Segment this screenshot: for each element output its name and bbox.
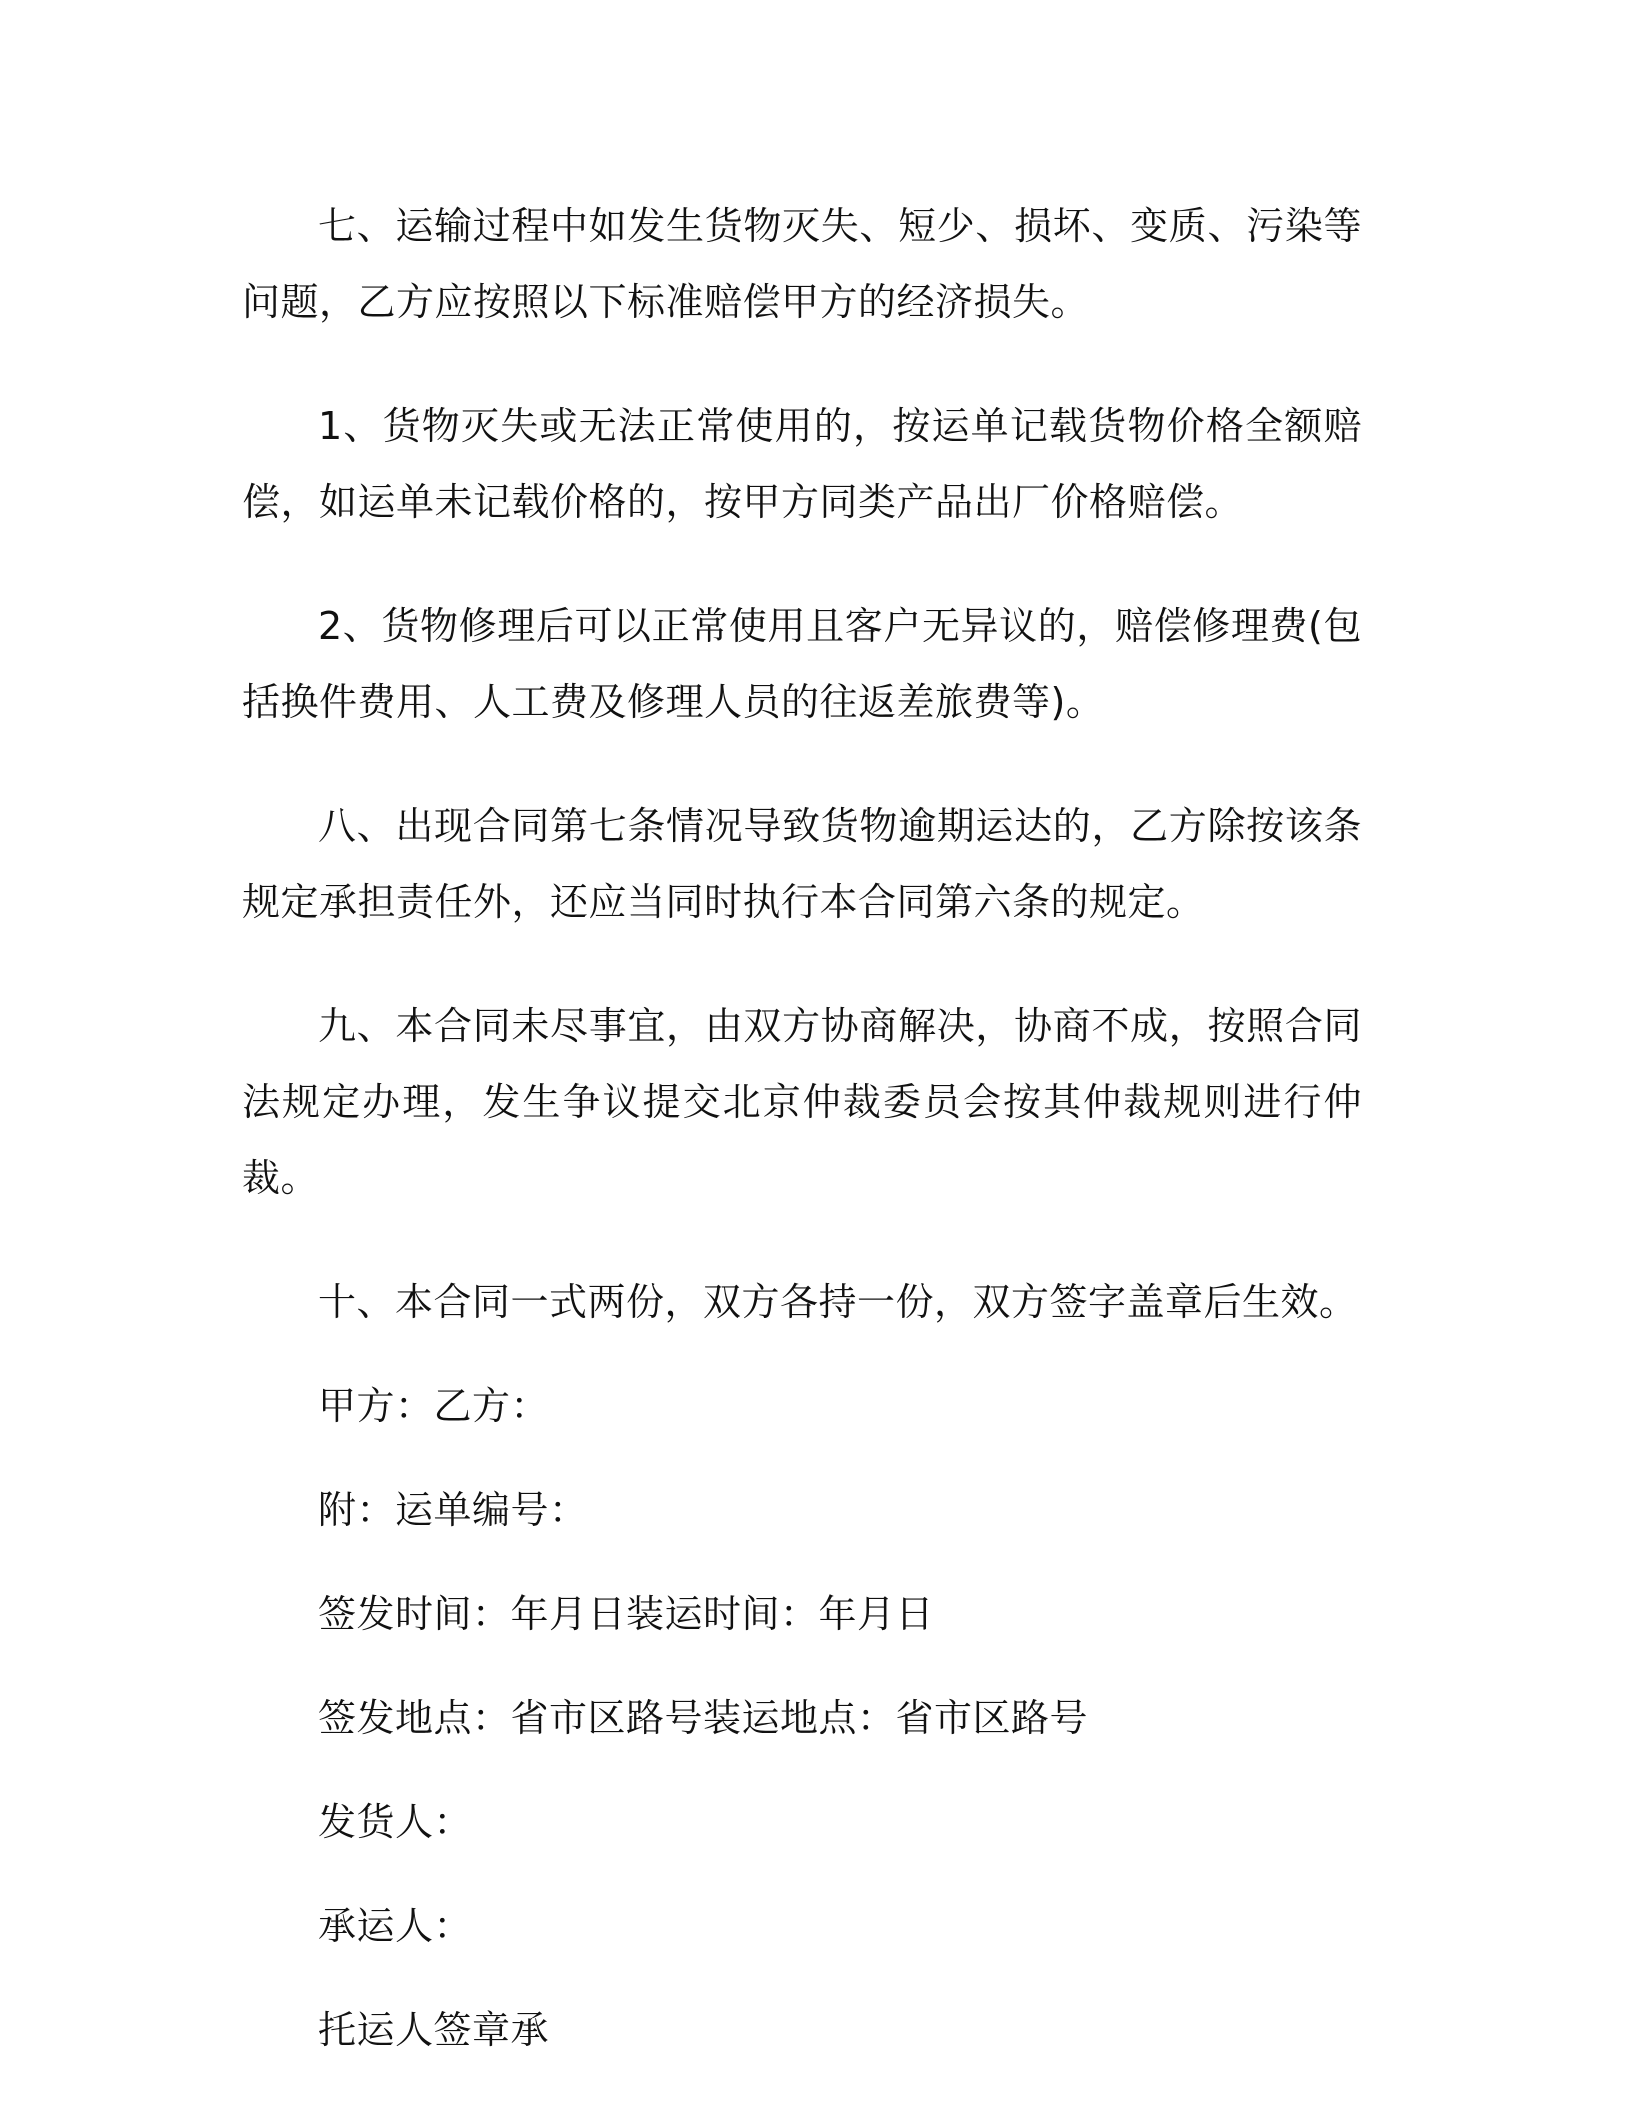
issue-shipping-location-line: 签发地点：省市区路号装运地点：省市区路号 [318,1696,1089,1740]
clause-eight: 八、出现合同第七条情况导致货物逾期运达的，乙方除按该条规定承担责任外，还应当同时执行本合同第六条的规定。 [242,804,1362,924]
clause-seven-item-1: 1、货物灭失或无法正常使用的，按运单记载货物价格全额赔偿，如运单未记载价格的，按甲方同类产品出厂价格赔偿。 [242,404,1362,524]
clause-ten: 十、本合同一式两份，双方各持一份，双方签字盖章后生效。 [318,1280,1358,1324]
party-signature-line: 甲方：乙方： [318,1384,550,1428]
shipper-line: 发货人： [318,1800,473,1844]
document-body [242,188,1362,2096]
clause-seven-item-2: 2、货物修理后可以正常使用且客户无异议的，赔偿修理费(包括换件费用、人工费及修理人员的往返差旅费等)。 [242,604,1362,724]
clause-seven: 七、运输过程中如发生货物灭失、短少、损坏、变质、污染等问题，乙方应按照以下标准赔偿甲方的经济损失。 [242,204,1362,324]
consignor-signature-line: 托运人签章承 [318,2008,550,2052]
issue-shipping-time-line: 签发时间：年月日装运时间：年月日 [318,1592,935,1636]
waybill-number-line: 附：运单编号： [318,1488,588,1532]
carrier-line: 承运人： [318,1904,473,1948]
clause-nine: 九、本合同未尽事宜，由双方协商解决，协商不成，按照合同法规定办理，发生争议提交北京仲裁委员会按其仲裁规则进行仲裁。 [242,1004,1362,1200]
